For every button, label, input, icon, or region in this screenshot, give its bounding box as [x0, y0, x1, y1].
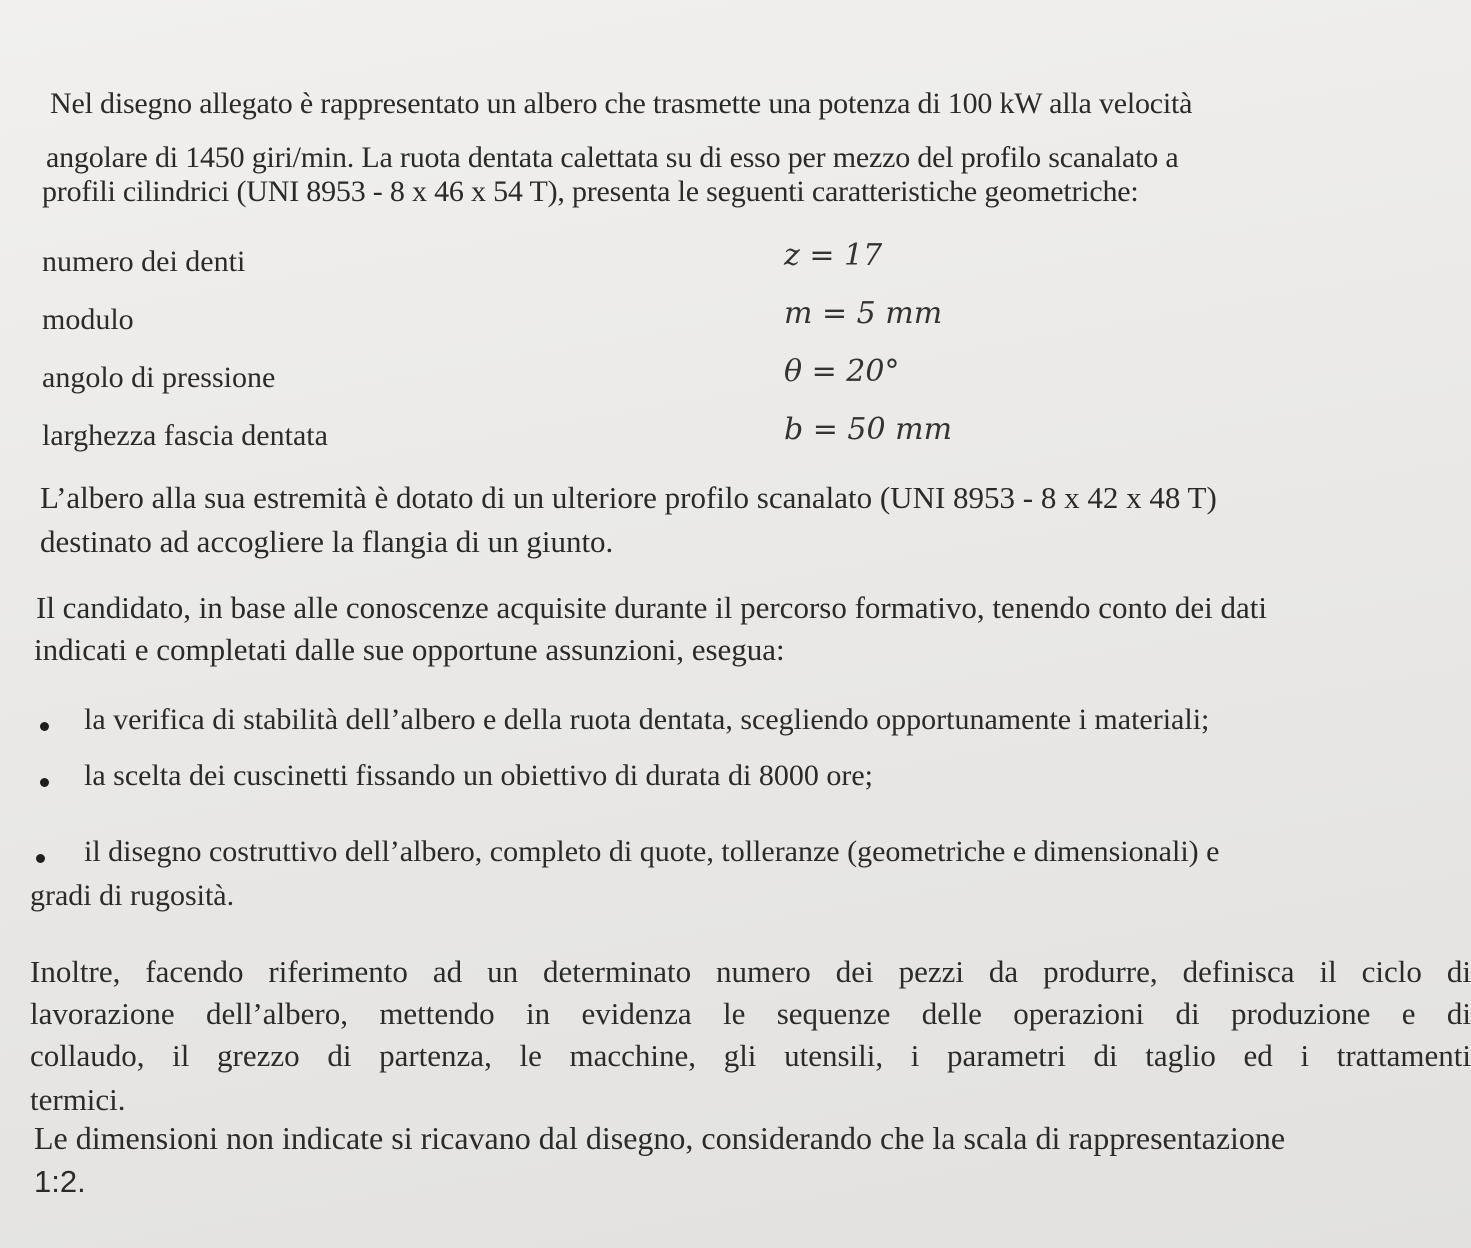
param-label-face-width: larghezza fascia dentata	[42, 419, 328, 452]
shaft-end-line-2: destinato ad accogliere la flangia di un giunto.	[40, 524, 614, 559]
bullet-item-3: il disegno costruttivo dell’albero, completo di quote, tolleranze (geometriche e dimensionali) e	[84, 835, 1220, 868]
intro-line-3: profili cilindrici (UNI 8953 - 8 x 46 x 54 T), presenta le seguenti caratteristiche geometriche:	[42, 175, 1139, 208]
param-value-face-width: b = 50 mm	[784, 412, 953, 447]
param-label-teeth: numero dei denti	[42, 245, 246, 278]
cycle-line-1: Inoltre, facendo riferimento ad un determinato numero dei pezzi da produrre, definisca il ciclo di	[30, 954, 1471, 989]
shaft-end-line-1: L’albero alla sua estremità è dotato di un ulteriore profilo scanalato (UNI 8953 - 8 x 42 x 48 T)	[40, 480, 1217, 515]
bullet-dot-1	[40, 722, 49, 731]
param-value-pressure-angle: θ = 20°	[784, 354, 900, 389]
task-intro-line-2: indicati e completati dalle sue opportune assunzioni, esegua:	[34, 632, 785, 667]
param-label-module: modulo	[42, 303, 134, 336]
scale-note-line-2: 1:2.	[34, 1164, 86, 1199]
param-value-module: m = 5 mm	[784, 296, 943, 331]
bullet-dot-2	[40, 778, 49, 787]
scale-note-line-1: Le dimensioni non indicate si ricavano dal disegno, considerando che la scala di rappresentazione	[34, 1120, 1286, 1156]
task-intro-line-1: Il candidato, in base alle conoscenze acquisite durante il percorso formativo, tenendo conto dei dati	[36, 590, 1267, 625]
param-value-teeth: z = 17	[784, 238, 883, 273]
cycle-line-3: collaudo, il grezzo di partenza, le macchine, gli utensili, i parametri di taglio ed i trattamenti	[30, 1038, 1471, 1073]
intro-line-1: Nel disegno allegato è rappresentato un albero che trasmette una potenza di 100 kW alla velocità	[50, 87, 1193, 120]
cycle-line-2: lavorazione dell’albero, mettendo in evidenza le sequenze delle operazioni di produzione e di	[30, 996, 1471, 1031]
bullet-item-1: la verifica di stabilità dell’albero e della ruota dentata, scegliendo opportunamente i materiali;	[84, 703, 1210, 736]
param-label-pressure-angle: angolo di pressione	[42, 361, 276, 394]
bullet-item-3-continuation: gradi di rugosità.	[30, 879, 235, 912]
bullet-dot-3	[36, 854, 45, 863]
intro-line-2: angolare di 1450 giri/min. La ruota dentata calettata su di esso per mezzo del profilo scanalato a	[46, 141, 1179, 174]
cycle-line-4: termici.	[30, 1082, 126, 1117]
bullet-item-2: la scelta dei cuscinetti fissando un obiettivo di durata di 8000 ore;	[84, 759, 873, 792]
